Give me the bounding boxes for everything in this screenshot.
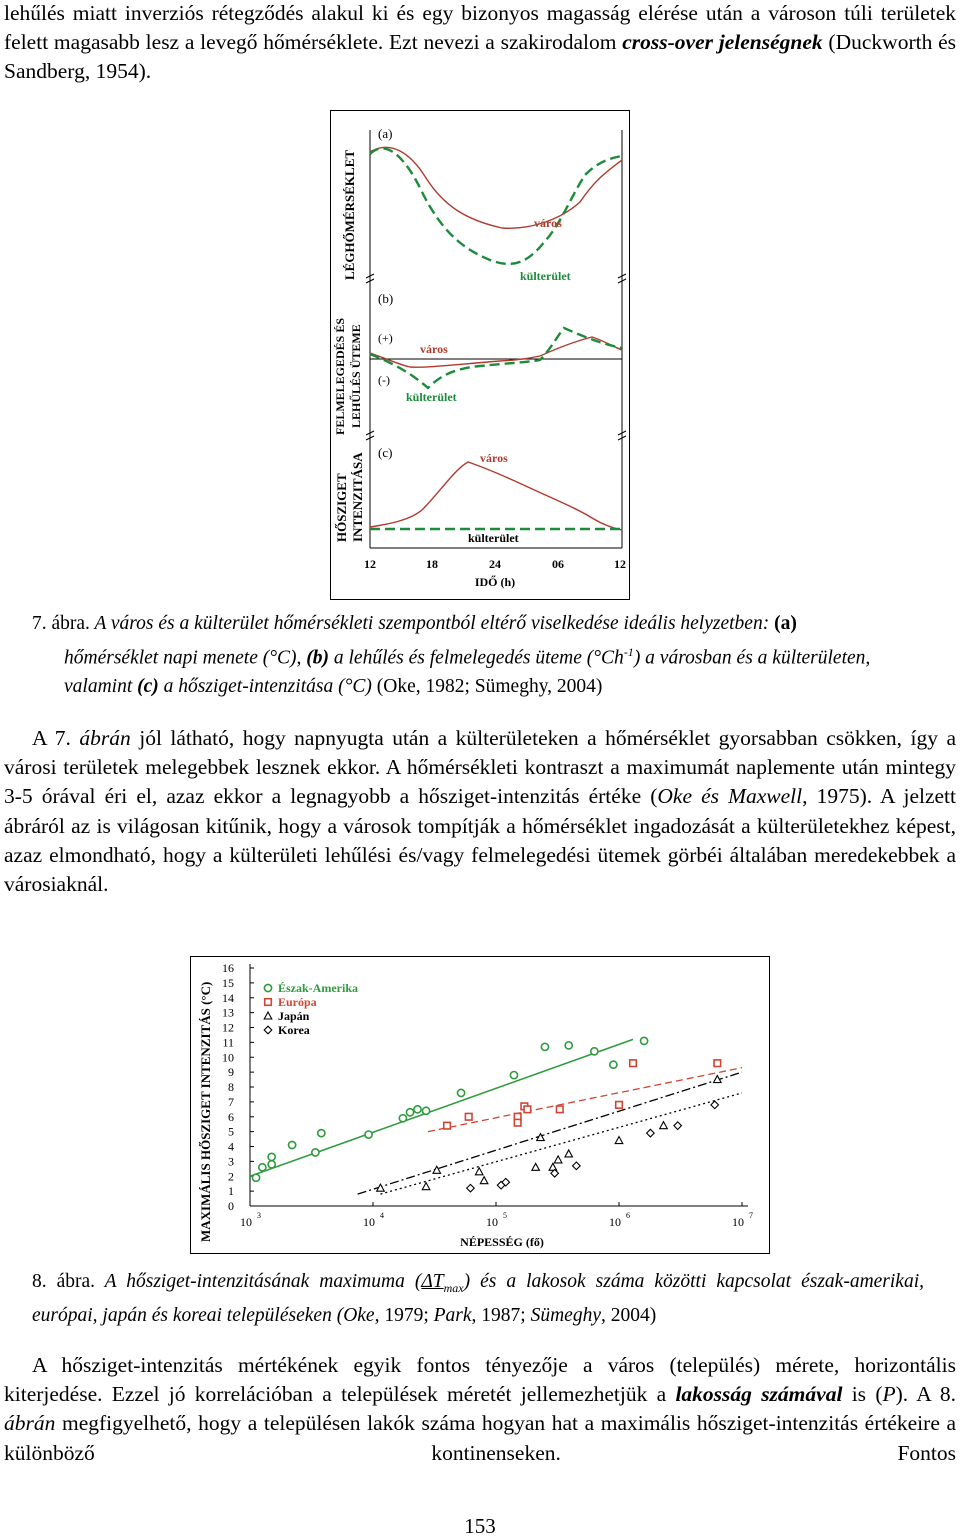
- crossover-term: cross-over jelenségnek: [622, 30, 823, 55]
- y-tick-label: 4: [228, 1139, 234, 1154]
- x-tick-exponent: 5: [503, 1211, 507, 1220]
- y-tick-label: 13: [222, 1005, 234, 1020]
- y-tick-label: 0: [228, 1199, 234, 1213]
- x-tick-12b: 12: [614, 557, 626, 571]
- para2-text-1: A hősziget-intenzitás mértékének egyik fontos tényezője a város (település) mérete, horizontális kiterjedése. Ezzel jó korrelációban a települések méretét jellemezhetjük a: [4, 1353, 956, 1407]
- x-tick-06: 06: [552, 557, 564, 571]
- data-point-1-0: [444, 1122, 451, 1129]
- data-point-0-1: [259, 1164, 266, 1171]
- caption-8-delta-t: ΔT: [421, 1271, 444, 1292]
- caption-8-ref-park: Park: [433, 1304, 472, 1326]
- caption-7-refs: (Oke, 1982; Sümeghy, 2004): [376, 675, 603, 697]
- caption-8-text-1: A hősziget-intenzitásának maximuma (: [95, 1271, 422, 1292]
- data-point-1-1: [465, 1113, 472, 1120]
- caption-7-sup: -1: [623, 645, 634, 659]
- caption-7-number: 7. ábra.: [32, 613, 90, 634]
- data-point-0-17: [610, 1061, 617, 1068]
- label-hosziget: HŐSZIGET: [334, 473, 349, 542]
- intro-text-3: , 1954).: [84, 59, 152, 84]
- legend-marker-1: [265, 999, 272, 1006]
- para2-text-2: is (: [842, 1382, 883, 1407]
- legend-label-0: Észak-Amerika: [278, 981, 358, 995]
- y-tick-label: 10: [222, 1050, 234, 1065]
- x-axis-label-ido: IDŐ (h): [474, 575, 516, 589]
- paragraph-2: [4, 1351, 956, 1497]
- label-plus: (+): [378, 331, 393, 345]
- y-tick-label: 14: [222, 990, 234, 1005]
- intro-text-2: (: [822, 30, 836, 55]
- data-point-0-14: [541, 1043, 548, 1050]
- data-point-1-6: [556, 1106, 563, 1113]
- x-tick-label: 10: [240, 1215, 252, 1229]
- y-tick-label: 7: [228, 1094, 234, 1109]
- legend-marker-0: [264, 984, 271, 991]
- y-tick-label: 8: [228, 1080, 234, 1094]
- caption-8-ref-sumeghy: Sümeghy: [530, 1304, 601, 1326]
- label-felmelegedes: FELMELEGEDÉS ÉS: [333, 317, 347, 435]
- caption-7-text-3: a lehűlés és felmelegedés üteme (°Ch: [329, 647, 624, 669]
- panel-label-c: (c): [378, 445, 393, 460]
- para2-text-3: ). A 8.: [895, 1382, 956, 1407]
- data-point-0-4: [289, 1141, 296, 1148]
- figure-7-diagram: [330, 110, 630, 600]
- x-tick-18: 18: [426, 557, 438, 571]
- label-lehules-uteme: LEHŰLÉS ÜTEME: [349, 324, 363, 428]
- para1-text-1: A 7.: [32, 726, 80, 750]
- para2-p: P: [882, 1382, 896, 1407]
- y-tick-label: 12: [222, 1020, 234, 1035]
- panel-label-b: (b): [378, 291, 394, 306]
- data-point-0-8: [399, 1115, 406, 1122]
- data-point-0-10: [414, 1106, 421, 1113]
- figure-8-chart: [190, 956, 770, 1254]
- y-tick-label: 5: [228, 1124, 234, 1139]
- data-point-1-8: [630, 1060, 637, 1067]
- data-point-0-7: [365, 1131, 372, 1138]
- reference-oke-maxwell: Oke és Maxwell: [657, 784, 803, 809]
- caption-7-b: (b): [306, 647, 330, 669]
- caption-7-a: (a): [774, 613, 797, 634]
- legend-label-1: Európa: [278, 995, 317, 1009]
- para2-text-4: megfigyelhető, hogy a településen lakók száma hogyan hat a maximális hősziget-intenzitás értékeire a különböző kontinenseken. Fontos: [4, 1411, 956, 1465]
- para1-abra: ábrán: [79, 726, 131, 750]
- label-a-rural: külterület: [520, 269, 571, 283]
- x-tick-exponent: 7: [749, 1211, 753, 1220]
- data-point-0-6: [318, 1130, 325, 1137]
- panel-label-a: (a): [378, 126, 393, 141]
- label-c-city: város: [480, 451, 508, 465]
- caption-7-text-5: a hősziget-intenzitása (°C): [158, 675, 377, 697]
- page-number: 153: [464, 1514, 496, 1538]
- data-point-0-0: [252, 1174, 259, 1181]
- data-point-0-15: [565, 1042, 572, 1049]
- label-intenzitasa: INTENZITÁSA: [350, 452, 365, 542]
- y-tick-label: 1: [228, 1184, 234, 1199]
- label-b-rural: külterület: [406, 390, 457, 404]
- legend-label-3: Korea: [278, 1023, 310, 1037]
- x-tick-exponent: 3: [257, 1211, 261, 1220]
- paragraph-1: [4, 724, 956, 899]
- caption-8-sub: max: [443, 1280, 464, 1295]
- label-a-city: város: [534, 216, 562, 230]
- figure-8: [190, 956, 770, 1254]
- data-point-0-2: [268, 1153, 275, 1160]
- intro-paragraph: [4, 0, 956, 87]
- x-tick-12a: 12: [364, 557, 376, 571]
- data-point-0-11: [422, 1107, 429, 1114]
- y-tick-label: 16: [222, 961, 234, 975]
- x-tick-label: 10: [486, 1215, 498, 1229]
- caption-7-text-2: hőmérséklet napi menete (°C),: [64, 647, 307, 669]
- data-point-0-5: [312, 1149, 319, 1156]
- caption-8-number: 8. ábra.: [32, 1271, 96, 1292]
- data-point-0-18: [641, 1037, 648, 1044]
- x-tick-exponent: 4: [380, 1211, 384, 1220]
- x-tick-label: 10: [609, 1215, 621, 1229]
- caption-8-ref-oke: Oke: [343, 1304, 375, 1326]
- y-axis-label: MAXIMÁLIS HŐSZIGET INTENZITÁS (°C): [198, 981, 213, 1242]
- caption-8-text-2: ) és a lakosok száma közötti kapcsolat észak-amerikai, európai, japán és koreai településeken (: [32, 1271, 925, 1326]
- label-minus: (-): [378, 373, 390, 387]
- para2-abra: ábrán: [4, 1411, 56, 1436]
- para2-lakossag: lakosság számával: [675, 1382, 843, 1407]
- x-axis-label: NÉPESSÉG (fő): [460, 1235, 544, 1249]
- para1-text-2: jól látható, hogy napnyugta után a külterületeken a hőmérséklet gyorsabban csökken, így a városi területek melegebbek lesznek ekkor. A hőmérsékleti kontraszt a maximumát naplemente után mintegy 3-5 órával éri el, azaz ekkor a legnagyobb a hősziget-intenzitás értéke (: [4, 726, 956, 809]
- x-tick-label: 10: [732, 1215, 744, 1229]
- data-point-0-13: [510, 1072, 517, 1079]
- data-point-1-7: [616, 1102, 623, 1109]
- figure-7: [330, 110, 630, 600]
- intro-text: lehűlés miatt inverziós rétegződés alakul ki és egy bizonyos magasság elérése után a városon túli területek felett magasabb lesz a levegő hőmérséklete. Ezt nevezi a szakirodalom: [4, 1, 956, 55]
- data-point-1-9: [714, 1060, 721, 1067]
- y-tick-label: 15: [222, 975, 234, 990]
- label-c-rural: külterület: [468, 531, 519, 545]
- caption-8-text-3: , 1979;: [374, 1304, 434, 1326]
- label-leghomerseklet: LÉGHŐMÉRSÉKLET: [342, 149, 357, 280]
- caption-8-text-5: , 2004): [601, 1304, 657, 1326]
- caption-7-text-1: A város és a külterület hőmérsékleti szempontból eltérő viselkedése ideális helyzetben:: [89, 613, 775, 634]
- para1-text-3: , 1975). A jelzett ábráról az is világosan kitűnik, hogy a városok tompítják a hőmérséklet ingadozását a külterületekhez képest, azaz elmondható, hogy a külterületi lehűlési és/vagy felmelegedési ütemek görbéi általában meredekebbek a városiaknál.: [4, 784, 956, 897]
- legend-label-2: Japán: [278, 1009, 310, 1023]
- label-b-city: város: [420, 342, 448, 356]
- y-tick-label: 2: [228, 1169, 234, 1184]
- x-tick-24: 24: [489, 557, 501, 571]
- data-point-0-12: [457, 1089, 464, 1096]
- caption-7-text-4: ) a városban és a külterületen, valamint: [64, 647, 871, 697]
- x-tick-label: 10: [363, 1215, 375, 1229]
- data-point-0-9: [406, 1109, 413, 1116]
- x-tick-exponent: 6: [626, 1211, 630, 1220]
- data-point-1-5: [524, 1106, 531, 1113]
- caption-8-text-4: , 1987;: [471, 1304, 531, 1326]
- data-point-0-16: [591, 1048, 598, 1055]
- y-tick-label: 9: [228, 1065, 234, 1080]
- reference-duckworth: Duckworth és Sandberg: [4, 30, 957, 84]
- caption-figure-8: [32, 1268, 924, 1330]
- data-point-1-3: [514, 1119, 521, 1126]
- y-tick-label: 3: [228, 1154, 234, 1169]
- caption-figure-7: [32, 610, 924, 701]
- caption-7-c: (c): [137, 675, 159, 697]
- y-tick-label: 11: [222, 1035, 234, 1050]
- data-point-0-3: [268, 1161, 275, 1168]
- y-tick-label: 6: [228, 1109, 234, 1124]
